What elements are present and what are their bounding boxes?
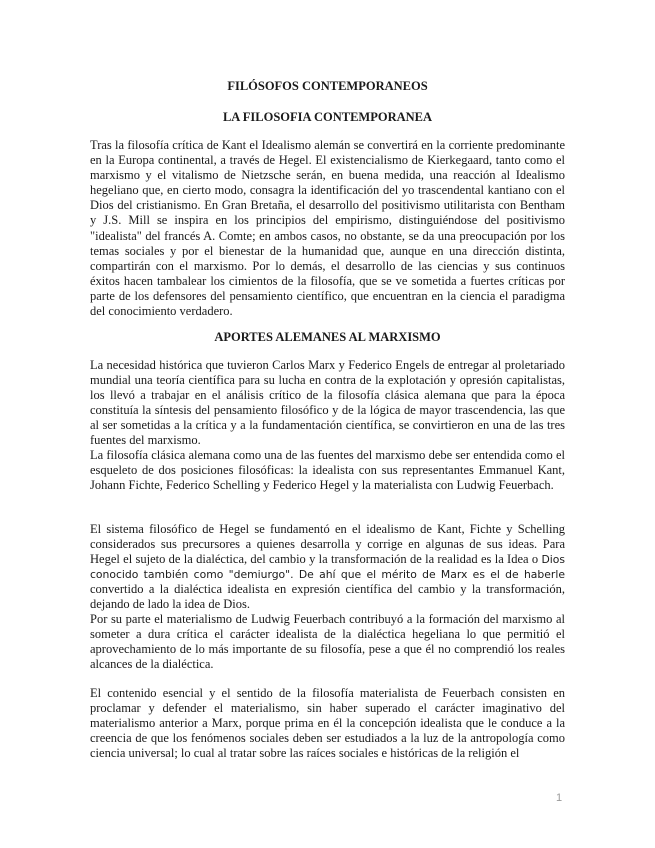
paragraph-filosofia-contemporanea: Tras la filosofía crítica de Kant el Idealismo alemán se convertirá en la corriente predominante en la Europa continental, a través de Hegel. El existencialismo de Kierkegaard, tanto como el marxismo y el vitalismo de Nietzsche serán, en buena medida, una reacción al Idealismo hegeliano que, en cierto modo, consagra la identificación del yo trascendental kantiano con el Dios del cristianismo. En Gran Bretaña, el desarrollo del positivismo utilitarista con Bentham y J.S. Mill se inspira en los principios del empirismo, distinguiéndose del positivismo "idealista" del francés A. Comte; en ambos casos, no obstante, se da una preocupación por los temas sociales y por el bienestar de la humanidad que, aunque en una dirección distinta, compartirán con el marxismo. Por lo demás, el desarrollo de las ciencias y sus continuos éxitos hacen tambalear los cimientos de la filosofía, que se ve sometida a fuertes críticas por parte de los defensores del pensamiento científico, que encuentran en la ciencia el paradigma del conocimiento verdadero. [90, 138, 565, 319]
paragraph-necesidad-historica: La necesidad histórica que tuvieron Carlos Marx y Federico Engels de entregar al proletariado mundial una teoría científica para su lucha en contra de la explotación y opresión capitalistas, los llevó a trabajar en el análisis crítico de la filosofía clásica alemana que para la época constituía la síntesis del pensamiento filosófico y de la lógica de mayor trascendencia, las que al ser sometidas a la crítica y a la fundamentación científica, se convirtieron en una de las tres fuentes del marxismo. [90, 358, 565, 448]
paragraph-materialismo-feuerbach: Por su parte el materialismo de Ludwig Feuerbach contribuyó a la formación del marxismo al someter a dura crítica el carácter idealista de la dialéctica hegeliana lo que permitió el aprovechamiento de lo más importante de su filosofía, pese a que él no comprendió los reales alcances de la dialéctica. [90, 612, 565, 672]
section-heading-filosofia-contemporanea: LA FILOSOFIA CONTEMPORANEA [222, 110, 433, 124]
page-number: 1 [556, 792, 563, 804]
section-heading-aportes-alemanes: APORTES ALEMANES AL MARXISMO [214, 330, 441, 344]
paragraph-contenido-esencial-feuerbach: El contenido esencial y el sentido de la filosofía materialista de Feuerbach consisten en proclamar y defender el materialismo, sin haber superado el carácter imaginativo del materialismo anterior a Marx, porque prima en él la concepción idealista que le conduce a la creencia de que los fenómenos sociales deben ser estudiados a la luz de la antropología como ciencia universal; lo cual al tratar sobre las raíces sociales e históricas de la religión el [90, 686, 565, 761]
paragraph-hegel-text-end: convertido a la dialéctica idealista en expresión científica del cambio y la transformación, dejando de lado la idea de Dios. [90, 582, 565, 612]
document-title: FILÓSOFOS CONTEMPORANEOS [227, 79, 428, 93]
paragraph-hegel-text-start: El sistema filosófico de Hegel se fundamentó en el idealismo de Kant, Fichte y Schelling considerados sus precursores a quienes desarrolla y corrige en algunas de sus ideas. Para Hegel el sujeto de la dialéctica, del cambio y la transformación de la realidad es la Idea o [90, 522, 565, 567]
paragraph-filosofia-clasica-alemana: La filosofía clásica alemana como una de las fuentes del marxismo debe ser entendida como el esqueleto de dos posiciones filosóficas: la idealista con sus representantes Emmanuel Kant, Johann Fichte, Federico Schelling y Federico Hegel y la materialista con Ludwig Feuerbach. [90, 448, 565, 493]
paragraph-sistema-hegel [90, 522, 565, 613]
paragraph-hegel-demiurgo-line: Dios conocido también como "demiurgo". De ahí que el mérito de Marx es el de haberle [90, 553, 565, 582]
